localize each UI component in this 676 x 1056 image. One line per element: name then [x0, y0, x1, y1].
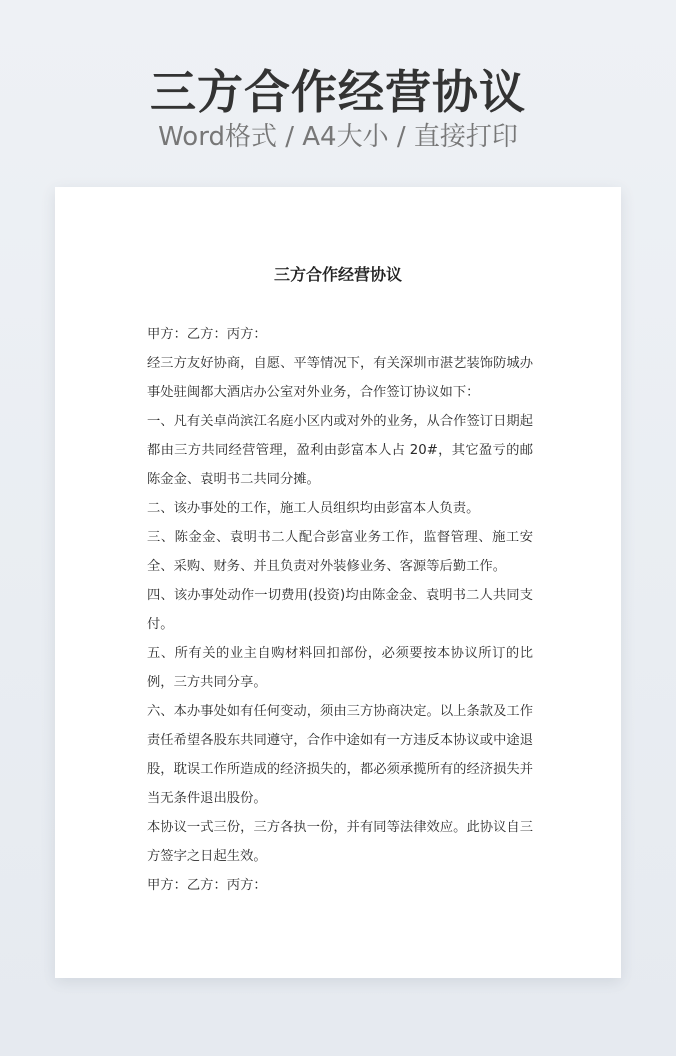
intro-paragraph: 经三方友好协商，自愿、平等情况下，有关深圳市湛艺装饰防城办事处驻闽都大酒店办公室对外业务，合作签订协议如下：: [147, 356, 533, 400]
page-subtitle: Word格式 / A4大小 / 直接打印: [158, 122, 518, 152]
document-title: 三方合作经营协议: [273, 265, 402, 284]
parties-line-top: 甲方：乙方：丙方：: [147, 327, 267, 342]
clause-6: 六、本办事处如有任何变动，须由三方协商决定。以上条款及工作责任希望各股东共同遵守，合作中途如有一方违反本协议或中途退股，耽误工作所造成的经济损失的，都必须承揽所有的经济损失并当无条件退出股份。: [147, 704, 533, 806]
document-page: [55, 187, 621, 978]
parties-line-bottom: 甲方：乙方：丙方：: [147, 878, 267, 893]
clause-3: 三、陈金金、袁明书二人配合彭富业务工作，监督管理、施工安全、采购、财务、并且负责对外装修业务、客源等后勤工作。: [147, 530, 533, 574]
clause-5: 五、所有关的业主自购材料回扣部份，必须要按本协议所订的比例，三方共同分享。: [147, 646, 533, 690]
clause-2: 二、该办事处的工作，施工人员组织均由彭富本人负责。: [147, 501, 480, 516]
clause-1: 一、凡有关卓尚滨江名庭小区内或对外的业务，从合作签订日期起都由三方共同经营管理，盈利由彭富本人占 20#，其它盈亏的邮陈金金、袁明书二共同分摊。: [147, 414, 533, 487]
validity-paragraph: 本协议一式三份，三方各执一份，并有同等法律效应。此协议自三方签字之日起生效。: [147, 820, 533, 864]
page-header: [0, 0, 676, 186]
clause-4: 四、该办事处动作一切费用(投资)均由陈金金、袁明书二人共同支付。: [147, 588, 533, 632]
page-title: 三方合作经营协议: [150, 65, 526, 119]
document-body: [147, 320, 533, 900]
